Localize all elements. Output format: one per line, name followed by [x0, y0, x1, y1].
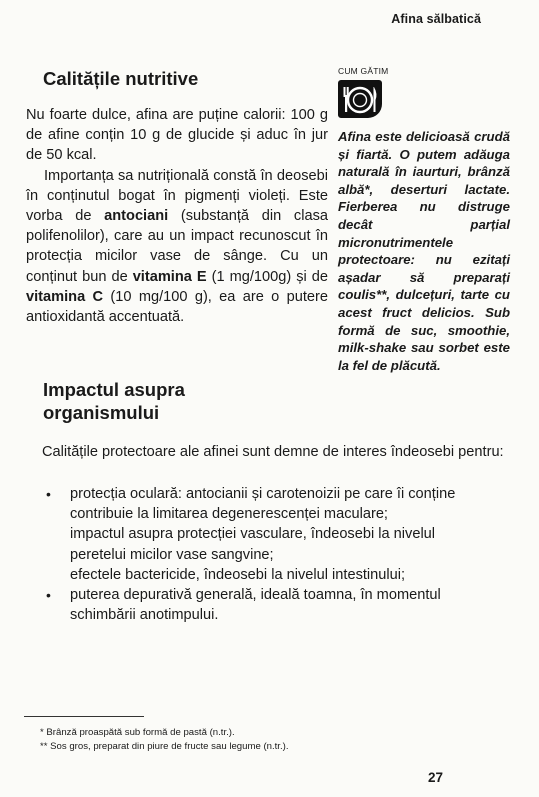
bullet-icon: • [46, 587, 51, 604]
sidebar-label: CUM GĂTIM [338, 66, 389, 76]
nutritive-paragraph-2 [26, 166, 328, 328]
sidebar-text: Afina este delicioasă crudă și fiartă. O putem adăuga naturală în iaurturi, brânză albă*, deserturi lactate. Fierberea nu distruge decât parțial micronutrimentele protectoare: nu ezitați așadar să preparați coulis**, dulcețuri, tarte cu acest fruct delicios. Sub formă de suc, smoothie, milk-shake sau sorbet este la fel de plăcută. [338, 129, 510, 373]
bold-term-vitamina-e: vitamina E [132, 268, 207, 285]
list-item-text: impactul asupra protecției vasculare, îndeosebi la nivelul peretelui micilor vase sangvine; [70, 526, 436, 563]
nutritive-body [26, 105, 328, 327]
list-item-text: efectele bactericide, îndeosebi la nivelul intestinului; [70, 566, 406, 583]
footnote-1: * Brânză proaspătă sub formă de pastă (n.tr.). [40, 727, 235, 738]
page-number: 27 [427, 770, 443, 785]
list-item-text: protecția oculară: antocianii și carotenoizii pe care îi conține contribuie la limitarea degenerescenței maculare; [70, 486, 456, 523]
para2-text-3: (1 mg/100g) și de [206, 268, 329, 285]
para2-text-1: Importanța sa nutrițională constă în deosebi în conținutul bogat în pigmenți violeți. Este vorba de [26, 167, 328, 225]
running-header: Afina sălbatică [391, 12, 481, 26]
para2-text-4: (10 mg/100 g), ea are o putere antioxidantă accentuată. [26, 288, 328, 326]
list-item-text: puterea depurativă generală, ideală toamna, în momentul schimbării anotimpului. [70, 587, 441, 624]
para2-text-2: (substanță din clasa polifenolilor), care au un impact recunoscut în protecția micilor vase de sânge. Cu un conținut bun de [26, 208, 328, 285]
list-item [32, 565, 472, 585]
footnote-2: ** Sos gros, preparat din piure de fructe sau legume (n.tr.). [40, 740, 289, 752]
impact-intro: Calitățile protectoare ale afinei sunt demne de interes îndeosebi pentru: [42, 444, 504, 460]
footnotes [40, 726, 289, 753]
bold-term-antociani: antociani [104, 208, 169, 225]
list-item [32, 484, 472, 524]
plate-fork-knife-icon [338, 80, 382, 118]
benefits-list [32, 484, 472, 625]
nutritive-paragraph-1: Nu foarte dulce, afina are puține calorii: 100 g de afine conțin 10 g de glucide și aduc în jur de 50 kcal. [26, 107, 328, 164]
list-item [32, 524, 472, 564]
footnote-divider [24, 716, 144, 717]
bold-term-vitamina-c: vitamina C [26, 288, 104, 305]
list-item [32, 585, 472, 625]
section-heading-impact: Impactul asupra organismului [43, 379, 185, 423]
bullet-icon: • [46, 486, 51, 502]
section-heading-nutritive: Calitățile nutritive [43, 68, 199, 89]
